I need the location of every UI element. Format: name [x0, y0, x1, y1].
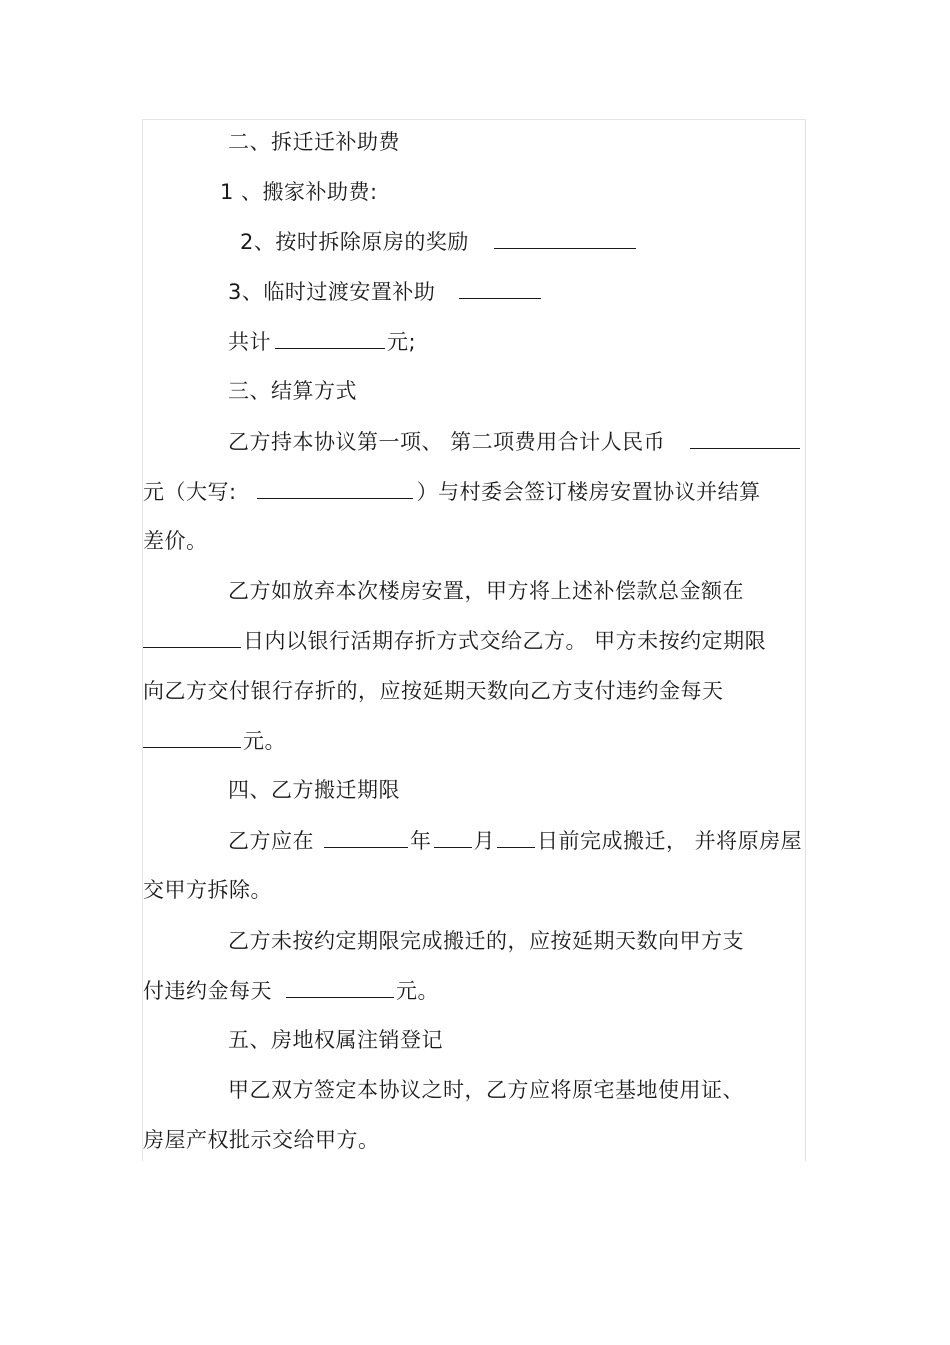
- section-3-para-1-line-1: 乙方持本协议第一项、 第二项费用合计人民币: [228, 428, 800, 456]
- section-3-para-2-line-4: 元。: [143, 727, 286, 755]
- blank-line: [257, 478, 413, 499]
- section-3-para-1-line-2: 元（大写: ）与村委会签订楼房安置协议并结算: [143, 480, 761, 504]
- section-4-para-1-line-1: 乙方应在 年 月 日前完成搬迁， 并将原房屋: [228, 829, 803, 853]
- blank-line: [459, 278, 541, 299]
- blank-line: [497, 827, 535, 848]
- blank-line: [434, 827, 472, 848]
- section-2-heading: 二、拆迁迁补助费: [228, 130, 400, 154]
- blank-line: [690, 428, 800, 449]
- section-3-para-2-line-1: 乙方如放弃本次楼房安置，甲方将上述补偿款总金额在: [228, 579, 744, 603]
- blank-line: [275, 328, 385, 349]
- item-moving-subsidy: 1 、搬家补助费:: [220, 180, 378, 204]
- section-4-para-2-line-2: 付违约金每天 元。: [143, 979, 439, 1003]
- blank-line: [143, 727, 241, 748]
- blank-line: [286, 977, 394, 998]
- section-5-para-1-line-1: 甲乙双方签定本协议之时，乙方应将原宅基地使用证、: [228, 1078, 744, 1102]
- section-4-para-2-line-1: 乙方未按约定期限完成搬迁的，应按延期天数向甲方支: [228, 929, 744, 953]
- item-transition-subsidy: 3、临时过渡安置补助: [228, 278, 541, 306]
- section-3-heading: 三、结算方式: [228, 379, 357, 403]
- section-3-para-2-line-3: 向乙方交付银行存折的，应按延期天数向乙方支付违约金每天: [143, 679, 724, 703]
- section-5-para-1-line-2: 房屋产权批示交给甲方。: [143, 1128, 380, 1152]
- blank-line: [494, 228, 636, 249]
- section-5-heading: 五、房地权属注销登记: [228, 1028, 443, 1052]
- blank-line: [324, 827, 408, 848]
- item-demolition-reward: 2、按时拆除原房的奖励: [240, 228, 636, 256]
- total-line: 共计 元;: [228, 330, 417, 354]
- section-4-heading: 四、乙方搬迁期限: [228, 778, 400, 802]
- section-3-para-2-line-2: 日内以银行活期存折方式交给乙方。 甲方未按约定期限: [143, 627, 766, 655]
- blank-line: [143, 627, 241, 648]
- section-3-para-1-line-3: 差价。: [143, 529, 208, 553]
- section-4-para-1-line-2: 交甲方拆除。: [143, 878, 272, 902]
